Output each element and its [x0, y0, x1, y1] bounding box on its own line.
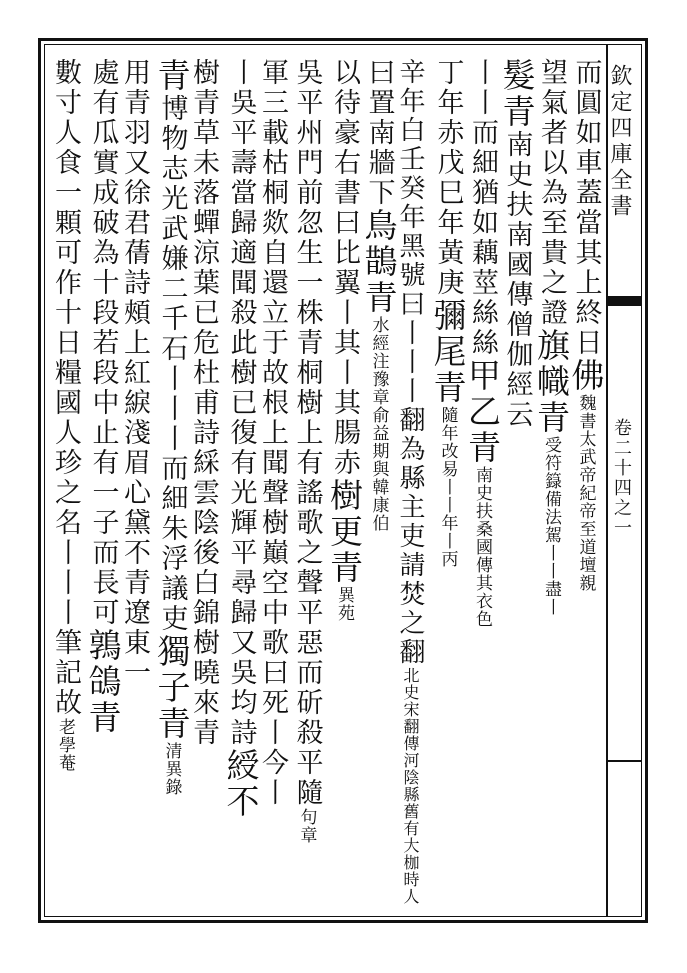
fish-tail-mark-top	[606, 296, 642, 306]
entry-text: 筆記故	[50, 628, 81, 718]
entry-heading: 綬不	[221, 748, 261, 820]
text-column	[221, 58, 261, 918]
column-text	[359, 58, 399, 532]
column-text	[428, 58, 468, 568]
annotation-note: 隨年改易丨丨年丨丙	[437, 406, 458, 568]
column-text	[221, 58, 261, 820]
entry-text: 遼東一	[119, 598, 150, 688]
entry-text: 以待豪右	[329, 58, 360, 178]
column-text	[259, 58, 286, 808]
entry-heading: 彌尾青	[428, 298, 468, 406]
entry-text: 處有瓜實成破為十段若段中止有一子而長可	[87, 58, 119, 628]
entry-heading: 甲乙青	[463, 358, 502, 466]
annotation-note: 北史宋翻傳河陰縣舊有大枷時人	[401, 667, 420, 905]
text-column	[566, 58, 606, 918]
annotation-note: 句章	[296, 808, 317, 844]
annotation-note: 受符籙備法駕丨丨盡丨	[541, 436, 561, 616]
annotation-note: 魏書太武帝紀帝至道壇親	[575, 394, 596, 592]
column-text	[83, 58, 123, 736]
annotation-note: 老學菴	[55, 718, 75, 772]
text-column	[325, 58, 364, 918]
column-text	[566, 58, 606, 592]
text-column	[532, 58, 571, 918]
entry-heading: 鶉鴿青	[83, 628, 123, 736]
entry-text: 丨丨而細猶如藕莖絲絲	[467, 58, 498, 358]
entry-text: 號曰丨丨丨翻為縣主吏請焚之翻	[395, 261, 425, 667]
text-column	[52, 58, 86, 918]
text-column	[121, 58, 155, 918]
column-text	[52, 58, 79, 772]
entry-heading: 樹更青	[325, 478, 364, 586]
column-text	[190, 58, 217, 748]
entry-heading: 旗幟青	[532, 328, 571, 436]
annotation-note: 水經注豫章俞益期與韓康伯	[368, 316, 389, 532]
fish-tail-mark-bottom	[606, 760, 642, 762]
column-text	[325, 58, 364, 622]
text-column	[190, 58, 224, 918]
entry-heading: 獨子青	[152, 634, 192, 742]
annotation-note: 異苑	[334, 586, 354, 622]
entry-heading: 青	[152, 58, 192, 94]
entry-text: 博物志光武嫌二千石丨丨丨而細朱浮議吏	[156, 94, 188, 634]
text-column	[291, 58, 328, 918]
column-text	[397, 58, 423, 905]
column-text	[532, 58, 571, 616]
entry-text: 書曰比翼丨其丨其腸赤	[329, 178, 360, 478]
entry-text: 吳平州門前忽生一株青桐樹上有謠歌之聲平惡而斫殺平隨	[291, 58, 323, 808]
entry-heading: 鳥鵲青	[359, 208, 399, 316]
book-title: 欽定四庫全書	[607, 64, 632, 220]
text-column	[83, 58, 123, 918]
column-text	[497, 58, 537, 430]
column-text	[152, 58, 192, 796]
chapter-number: 卷二十四之一	[611, 418, 632, 538]
text-column	[428, 58, 468, 918]
entry-heading: 髮青	[497, 58, 537, 130]
entry-text: 數寸人食一顆可作十日糧國人珍之名丨丨丨	[50, 58, 81, 628]
text-column	[359, 58, 399, 918]
entry-text: 樹青草未落蟬涼葉已危杜甫詩綵雲陰後白錦樹曉來青	[188, 58, 219, 748]
entry-text: 軍三載枯桐欻自還立于故根上聞聲樹巔空中歌曰死丨今丨	[257, 58, 288, 808]
column-text	[291, 58, 323, 844]
text-column	[259, 58, 293, 918]
entry-text: 南史扶南國傳僧伽經云	[501, 130, 533, 430]
entry-heading: 佛	[566, 358, 606, 394]
annotation-note: 南史扶桑國傳其衣色	[472, 466, 492, 628]
text-column	[497, 58, 537, 918]
column-text	[463, 58, 502, 628]
entry-text: 用青羽又徐君蒨詩頰上紅綟淺眉心黛不青	[119, 58, 150, 598]
text-column	[463, 58, 502, 918]
entry-text: 而圓如車蓋當其上終日	[570, 58, 602, 358]
column-text	[121, 58, 148, 688]
entry-text: 丨吳平壽當歸適聞殺此樹已復有光輝平尋歸又吳均詩	[225, 58, 257, 748]
text-column	[397, 58, 431, 918]
entry-text: 辛年白壬癸年黑	[395, 58, 425, 261]
text-column	[152, 58, 192, 918]
entry-text: 丁年赤戊巳年黃庚	[432, 58, 464, 298]
entry-text: 曰置南牆下	[363, 58, 395, 208]
annotation-note: 清異錄	[161, 742, 182, 796]
entry-text: 望氣者以為至貴之證	[536, 58, 567, 328]
